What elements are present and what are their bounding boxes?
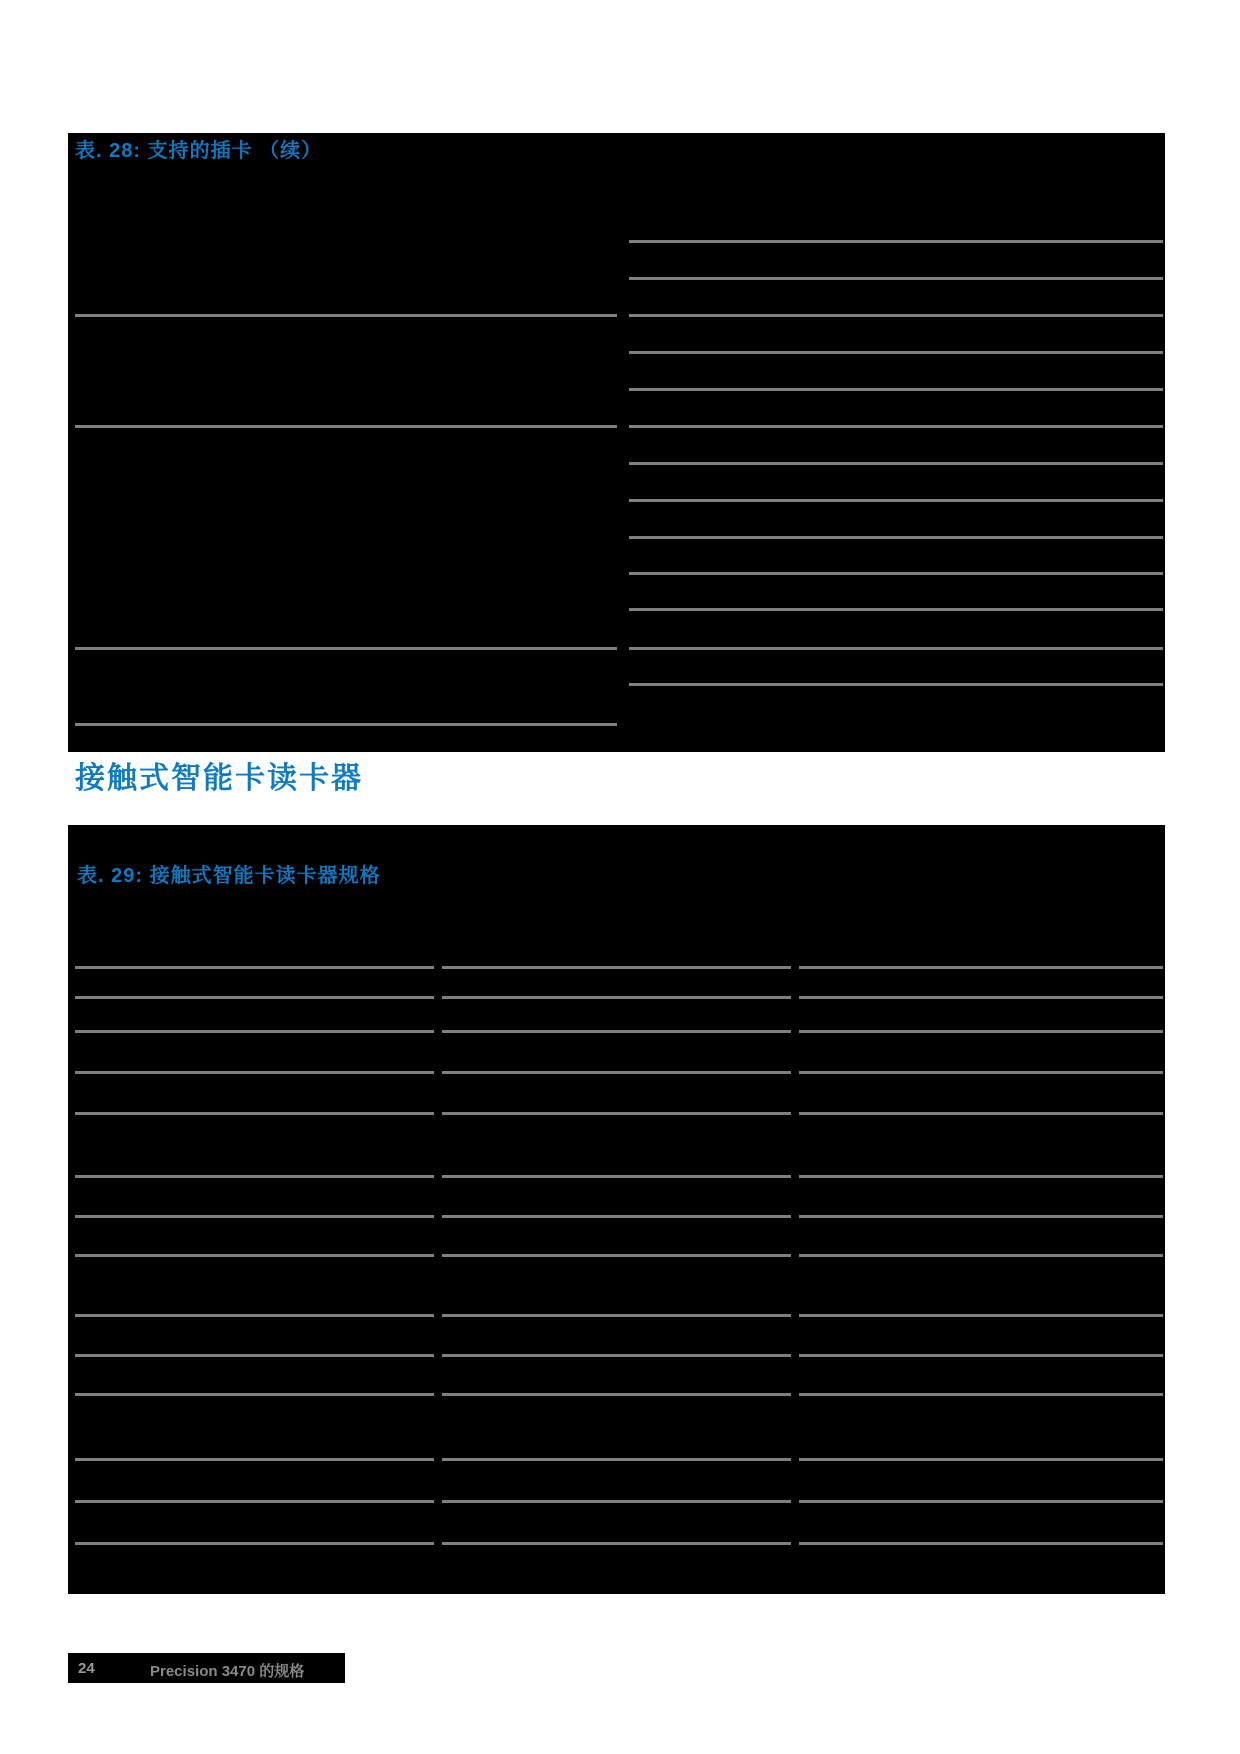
table-divider-line: [799, 966, 1163, 969]
table-divider-line: [442, 1071, 791, 1074]
table-divider-line: [75, 1393, 434, 1396]
table-divider-line: [75, 314, 617, 317]
table-28-title: 表. 28: 支持的插卡 （续）: [75, 140, 323, 162]
table-divider-line: [442, 1215, 791, 1218]
table-divider-line: [75, 425, 617, 428]
table-divider-line: [629, 314, 1163, 317]
table-divider-line: [799, 1458, 1163, 1461]
table-divider-line: [629, 499, 1163, 502]
table-divider-line: [799, 1254, 1163, 1257]
table-divider-line: [442, 1354, 791, 1357]
table-divider-line: [75, 1071, 434, 1074]
table-divider-line: [442, 1393, 791, 1396]
table-divider-line: [629, 425, 1163, 428]
table-divider-line: [75, 1112, 434, 1115]
table-divider-line: [442, 1254, 791, 1257]
section-heading-contacted-smartcard-reader: 接触式智能卡读卡器: [75, 762, 363, 795]
table-divider-line: [629, 608, 1163, 611]
table-divider-line: [442, 1314, 791, 1317]
table-divider-line: [629, 351, 1163, 354]
table-divider-line: [629, 240, 1163, 243]
table-divider-line: [75, 1542, 434, 1545]
table-divider-line: [75, 966, 434, 969]
table-divider-line: [629, 572, 1163, 575]
table-divider-line: [442, 1500, 791, 1503]
table-divider-line: [75, 723, 617, 726]
table-divider-line: [75, 1500, 434, 1503]
table-divider-line: [799, 1030, 1163, 1033]
table-divider-line: [75, 1215, 434, 1218]
table-divider-line: [442, 1030, 791, 1033]
table-divider-line: [799, 1175, 1163, 1178]
table-divider-line: [75, 996, 434, 999]
table-divider-line: [799, 1500, 1163, 1503]
footer-page-number: 24: [78, 1660, 95, 1677]
table-divider-line: [799, 1112, 1163, 1115]
table-29-title: 表. 29: 接触式智能卡读卡器规格: [77, 865, 381, 887]
table-divider-line: [799, 1071, 1163, 1074]
table-divider-line: [629, 683, 1163, 686]
table-divider-line: [799, 1354, 1163, 1357]
table-divider-line: [629, 277, 1163, 280]
footer-document-title: Precision 3470 的规格: [150, 1663, 305, 1680]
table-divider-line: [629, 388, 1163, 391]
table-divider-line: [629, 536, 1163, 539]
table-divider-line: [442, 996, 791, 999]
table-divider-line: [799, 1542, 1163, 1545]
table-divider-line: [799, 996, 1163, 999]
table-divider-line: [442, 1542, 791, 1545]
table-divider-line: [442, 1175, 791, 1178]
table-29-smartcard-reader-specs: [68, 825, 1165, 1594]
table-divider-line: [75, 1254, 434, 1257]
table-divider-line: [75, 647, 617, 650]
table-divider-line: [442, 966, 791, 969]
table-divider-line: [75, 1314, 434, 1317]
table-28-supported-cards: [68, 133, 1165, 752]
table-divider-line: [629, 462, 1163, 465]
table-divider-line: [629, 647, 1163, 650]
table-divider-line: [75, 1030, 434, 1033]
table-divider-line: [75, 1175, 434, 1178]
table-divider-line: [442, 1112, 791, 1115]
table-divider-line: [799, 1215, 1163, 1218]
table-divider-line: [75, 1354, 434, 1357]
table-divider-line: [75, 1458, 434, 1461]
table-divider-line: [799, 1393, 1163, 1396]
table-divider-line: [442, 1458, 791, 1461]
table-divider-line: [799, 1314, 1163, 1317]
